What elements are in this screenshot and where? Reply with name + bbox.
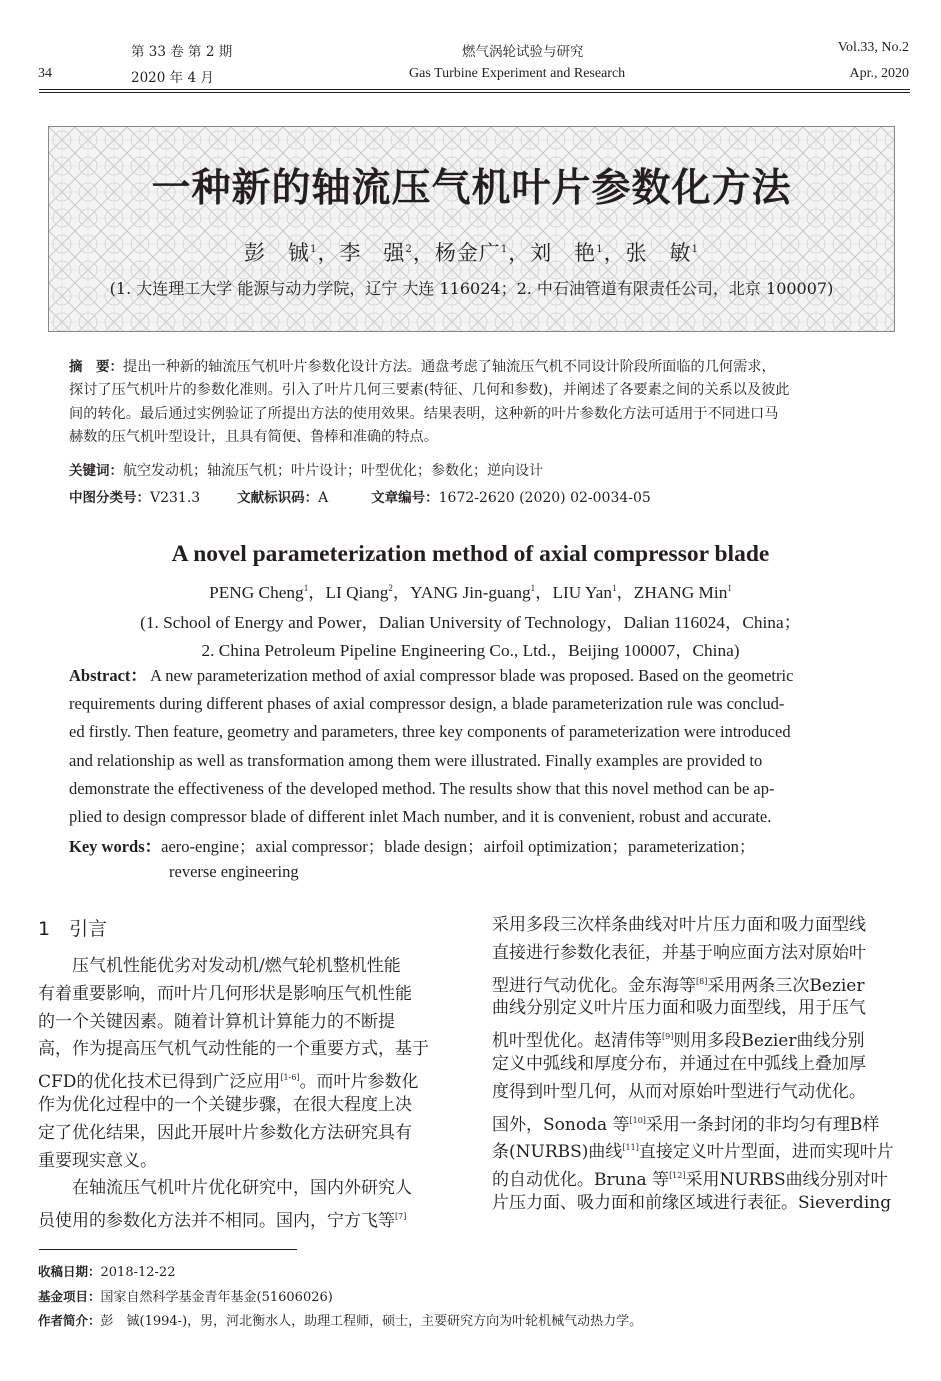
citation-marker: [9] (662, 1032, 674, 1042)
keywords-cn-label: 关键词： (69, 463, 123, 479)
abstract-cn-line: 提出一种新的轴流压气机叶片参数化设计方法。通盘考虑了轴流压气机不同设计阶段所面临的几何需求， (123, 359, 776, 375)
received-value: 2018-12-22 (100, 1265, 176, 1280)
author-en: YANG Jin-guang (410, 583, 531, 602)
body-line: 压气机性能优劣对发动机/燃气轮机整机性能 (38, 956, 401, 976)
author-cn: 杨金广 (434, 241, 501, 265)
affiliation-cn: (1. 大连理工大学 能源与动力学院，辽宁 大连 116024；2. 中石油管道有限责任公司，北京 100007) (109, 279, 834, 298)
keywords-cn (69, 459, 543, 480)
affiliation-mark: 1 (500, 244, 509, 255)
body-line: 度得到叶型几何，从而对原始叶型进行气动优化。 (492, 1081, 866, 1102)
header-rule (39, 89, 910, 90)
fund-value: 国家自然科学基金青年基金(51606026) (100, 1290, 333, 1305)
doc-code-label: 文献标识码： (237, 490, 319, 506)
footnote-author (38, 1310, 642, 1329)
fund-label: 基金项目： (38, 1289, 101, 1304)
citation-marker: [7] (395, 1212, 407, 1222)
body-line: 的一个关键因素。随着计算机计算能力的不断提 (38, 1011, 395, 1032)
paper-title-cn: 一种新的轴流压气机叶片参数化方法 (151, 166, 792, 211)
keywords-cn-text: 航空发动机；轴流压气机；叶片设计；叶型优化；参数化；逆向设计 (123, 463, 543, 479)
citation-marker: [1-6] (280, 1073, 300, 1083)
body-line: 员使用的参数化方法并不相同。国内，宁方飞等[7] (38, 1211, 407, 1232)
date-cn: 2020 年 4 月 (131, 70, 214, 86)
author-en: LI Qiang (325, 583, 389, 602)
citation-marker: [8] (696, 976, 708, 986)
body-line: 片压力面、吸力面和前缘区域进行表征。Sieverding (492, 1192, 892, 1213)
affiliation-mark: 2 (405, 244, 413, 255)
body-line: 机叶型优化。赵清伟等[9]则用多段Bezier曲线分别 (492, 1031, 865, 1052)
body-line: 直接进行参数化表征，并基于响应面方法对原始叶 (492, 942, 866, 963)
authors-en: PENG Cheng$^1$，LI Qiang$^2$，YANG Jin-guang$^1$，LIU Yan$^1$，ZHANG Min$^1$ (209, 583, 732, 602)
affiliation-mark: 1 (310, 244, 318, 255)
body-line: 有着重要影响，而叶片几何形状是影响压气机性能 (38, 983, 412, 1004)
body-line: 的自动优化。Bruna 等[12]采用NURBS曲线分别对叶 (492, 1170, 888, 1191)
affiliation-mark: 1 (596, 244, 604, 255)
abstract-en-label: Abstract： (69, 666, 147, 685)
body-column-left (38, 953, 458, 1231)
body-line: 曲线分别定义叶片压力面和吸力面型线，用于压气 (492, 998, 866, 1019)
article-number-value: 1672-2620 (2020) 02-0034-05 (438, 490, 651, 506)
author-en: PENG Cheng (209, 583, 304, 602)
body-line: 定义中弧线和厚度分布，并通过在中弧线上叠加厚 (492, 1053, 866, 1074)
abstract-cn (69, 356, 879, 449)
paper-title-en: A novel parameterization method of axial compressor blade (171, 541, 770, 567)
page-number: 34 (38, 66, 52, 81)
body-line: 作为优化过程中的一个关键步骤，在很大程度上决 (38, 1094, 412, 1115)
body-line: 在轴流压气机叶片优化研究中，国内外研究人 (38, 1178, 412, 1199)
author-cn: 刘 艳 (530, 241, 597, 265)
journal-name-cn: 燃气涡轮试验与研究 (462, 44, 584, 60)
affiliation-en-2: 2. China Petroleum Pipeline Engineering Co., Ltd.，Beijing 100007，China) (201, 641, 740, 660)
author-bio-label: 作者简介： (38, 1313, 101, 1328)
abstract-en (69, 662, 877, 831)
footnote-fund (38, 1286, 333, 1305)
affiliation-mark: 1 (530, 583, 536, 594)
abstract-cn-line: 间的转化。最后通过实例验证了所提出方法的使用效果。结果表明，这种新的叶片参数化方法可适用于不同进口马 (69, 405, 779, 422)
body-line: 条(NURBS)曲线[11]直接定义叶片型面，进而实现叶片 (492, 1142, 894, 1163)
section-heading: 1 引言 (38, 918, 108, 940)
body-column-right (492, 912, 912, 1218)
body-line: 高，作为提高压气机气动性能的一个重要方式，基于 (38, 1039, 429, 1060)
keywords-en-line: reverse engineering (169, 862, 299, 881)
citation-marker: [12] (669, 1171, 686, 1181)
affiliation-mark: 1 (303, 583, 309, 594)
abstract-en-line: and relationship as well as transformation among them were illustrated. Finally examples are provided to (69, 750, 763, 770)
affiliation-en-1: (1. School of Energy and Power，Dalian University of Technology，Dalian 116024，China； (140, 613, 801, 632)
citation-marker: [10] (629, 1115, 646, 1125)
author-en: LIU Yan (552, 583, 612, 602)
affiliation-mark: 2 (388, 583, 393, 594)
author-cn: 李 强 (339, 241, 406, 265)
clc-value: V231.3 (150, 490, 201, 506)
clc-label: 中图分类号： (69, 490, 150, 506)
affiliation-mark: 1 (691, 244, 699, 255)
volume-issue-cn: 第 33 卷 第 2 期 (131, 44, 233, 60)
keywords-en-line: aero-engine；axial compressor；blade design；airfoil optimization；parameterization； (161, 837, 756, 856)
author-cn: 张 敏 (625, 241, 692, 265)
volume-issue-en: Vol.33, No.2 (837, 40, 909, 55)
doc-code-value: A (318, 490, 329, 506)
abstract-cn-label: 摘 要： (69, 359, 123, 375)
affiliation-mark: 1 (727, 583, 732, 594)
affiliation-mark: 1 (611, 583, 617, 594)
date-en: Apr., 2020 (849, 66, 909, 81)
body-line: 型进行气动优化。金东海等[8]采用两条三次Bezier (492, 975, 865, 996)
author-bio-value: 彭 铖(1994-)，男，河北衡水人，助理工程师，硕士，主要研究方向为叶轮机械气动热力学。 (100, 1314, 643, 1329)
abstract-en-line: requirements during different phases of axial compressor design, a blade parameterization rule was conclud- (69, 694, 785, 714)
abstract-en-line: ed firstly. Then feature, geometry and parameters, three key components of parameterization were introduced (69, 722, 791, 742)
citation-marker: [11] (622, 1143, 639, 1153)
keywords-en-label: Key words： (69, 837, 162, 856)
abstract-cn-line: 探讨了压气机叶片的参数化准则。引入了叶片几何三要素(特征、几何和参数)，并阐述了各要素之间的关系以及彼此 (69, 382, 790, 399)
abstract-cn-line: 赫数的压气机叶型设计，且具有简便、鲁棒和准确的特点。 (69, 428, 438, 445)
article-number-label: 文章编号： (371, 490, 439, 506)
received-label: 收稿日期： (38, 1264, 101, 1279)
authors-cn: 彭 铖$^1$，李 强$^2$，杨金广$^1$，刘 艳$^1$，张 敏$^1$ (244, 241, 699, 265)
author-en: ZHANG Min (633, 583, 728, 602)
abstract-en-line: plied to design compressor blade of different inlet Mach number, and it is convenient, robust and accurate. (69, 807, 772, 827)
body-line: 重要现实意义。 (38, 1150, 157, 1171)
body-line: 国外，Sonoda 等[10]采用一条封闭的非均匀有理B样 (492, 1114, 880, 1135)
author-cn: 彭 铖 (244, 241, 311, 265)
body-line: CFD的优化技术已得到广泛应用[1-6]。而叶片参数化 (38, 1072, 419, 1093)
abstract-en-line: A new parameterization method of axial compressor blade was proposed. Based on the geometric (150, 666, 794, 685)
keywords-en (69, 833, 755, 857)
footnote-received (38, 1262, 175, 1280)
body-line: 采用多段三次样条曲线对叶片压力面和吸力面型线 (492, 915, 866, 935)
classification-line (69, 486, 651, 506)
footnote-rule (39, 1249, 297, 1250)
journal-name-en: Gas Turbine Experiment and Research (409, 66, 626, 81)
header-rule-2 (39, 92, 910, 93)
body-line: 定了优化结果，因此开展叶片参数化方法研究具有 (38, 1122, 412, 1143)
title-box (48, 126, 895, 332)
abstract-en-line: demonstrate the effectiveness of the developed method. The results show that this novel method can be ap- (69, 778, 775, 798)
